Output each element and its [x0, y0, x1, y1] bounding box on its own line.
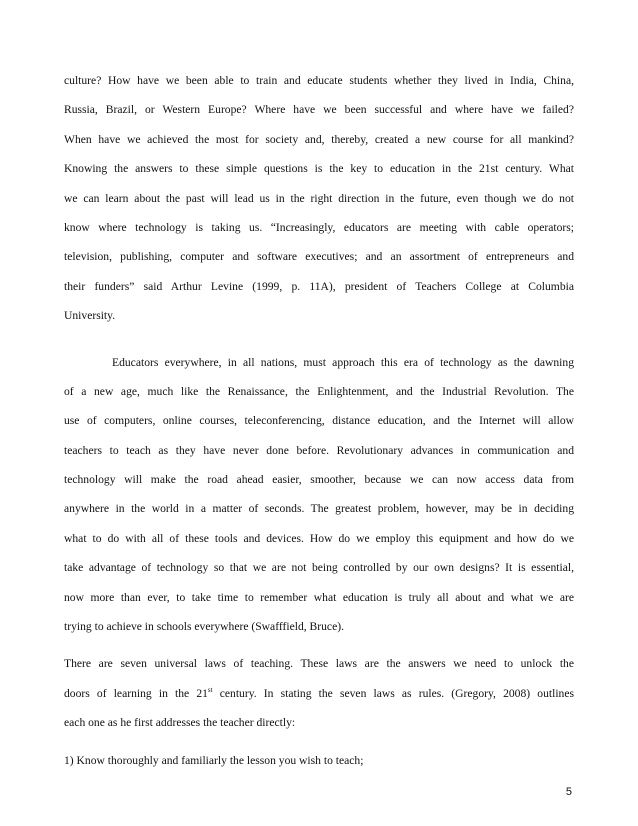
text-line: know where technology is taking us. “Increasingly, educators are meeting with cable operators;: [64, 220, 574, 234]
text-fragment: century. In stating the seven laws as rules. (Gregory, 2008) outlines: [212, 686, 574, 700]
text-line: University.: [64, 309, 116, 323]
text-line: now more than ever, to take time to remember what education is truly all about and what we are: [64, 590, 574, 604]
list-item-law-1: [64, 746, 574, 775]
text-line: [64, 679, 574, 708]
text-line: culture? How have we been able to train and educate students whether they lived in India, China,: [64, 74, 574, 87]
paragraph-spacer: [64, 738, 574, 746]
paragraph-culture-questions: [64, 66, 574, 331]
text-line: Knowing the answers to these simple questions is the key to education in the 21st century. What: [64, 162, 574, 176]
text-line: When have we achieved the most for society and, thereby, created a new course for all mankind?: [64, 132, 574, 146]
page-body: [64, 66, 574, 775]
text-line: Russia, Brazil, or Western Europe? Where have we been successful and where have we failed?: [64, 103, 574, 117]
text-line: use of computers, online courses, teleconferencing, distance education, and the Internet will allow: [64, 414, 574, 428]
text-line: technology will make the road ahead easier, smoother, because we can now access data from: [64, 473, 574, 487]
text-line: There are seven universal laws of teaching. These laws are the answers we need to unlock the: [64, 657, 574, 671]
text-line: we can learn about the past will lead us in the right direction in the future, even though we do not: [64, 191, 574, 205]
paragraph-seven-laws: [64, 649, 574, 737]
text-line: their funders” said Arthur Levine (1999, p. 11A), president of Teachers College at Columbia: [64, 279, 574, 293]
page-number: 5: [565, 786, 572, 798]
superscript-ordinal: st: [207, 685, 213, 694]
text-line: of a new age, much like the Renaissance, the Enlightenment, and the Industrial Revolution. The: [64, 384, 574, 398]
paragraph-educators-everywhere: [64, 348, 574, 642]
paragraph-spacer: [64, 641, 574, 649]
text-line: television, publishing, computer and software executives; and an assortment of entrepreneurs and: [64, 250, 574, 264]
text-line: take advantage of technology so that we are not being controlled by our own designs? It is essential,: [64, 561, 574, 575]
text-line: what to do with all of these tools and devices. How do we employ this equipment and how do we: [64, 531, 574, 545]
text-line: 1) Know thoroughly and familiarly the lesson you wish to teach;: [64, 753, 364, 767]
text-line: trying to achieve in schools everywhere (Swafffield, Bruce).: [64, 620, 344, 634]
text-line: each one as he first addresses the teacher directly:: [64, 716, 296, 730]
text-fragment: doors of learning in the 21: [64, 686, 208, 700]
text-line: anywhere in the world in a matter of seconds. The greatest problem, however, may be in deciding: [64, 502, 574, 516]
text-line: Educators everywhere, in all nations, must approach this era of technology as the dawning: [112, 355, 574, 369]
paragraph-spacer: [64, 331, 574, 348]
text-line: teachers to teach as they have never done before. Revolutionary advances in communication and: [64, 443, 574, 457]
